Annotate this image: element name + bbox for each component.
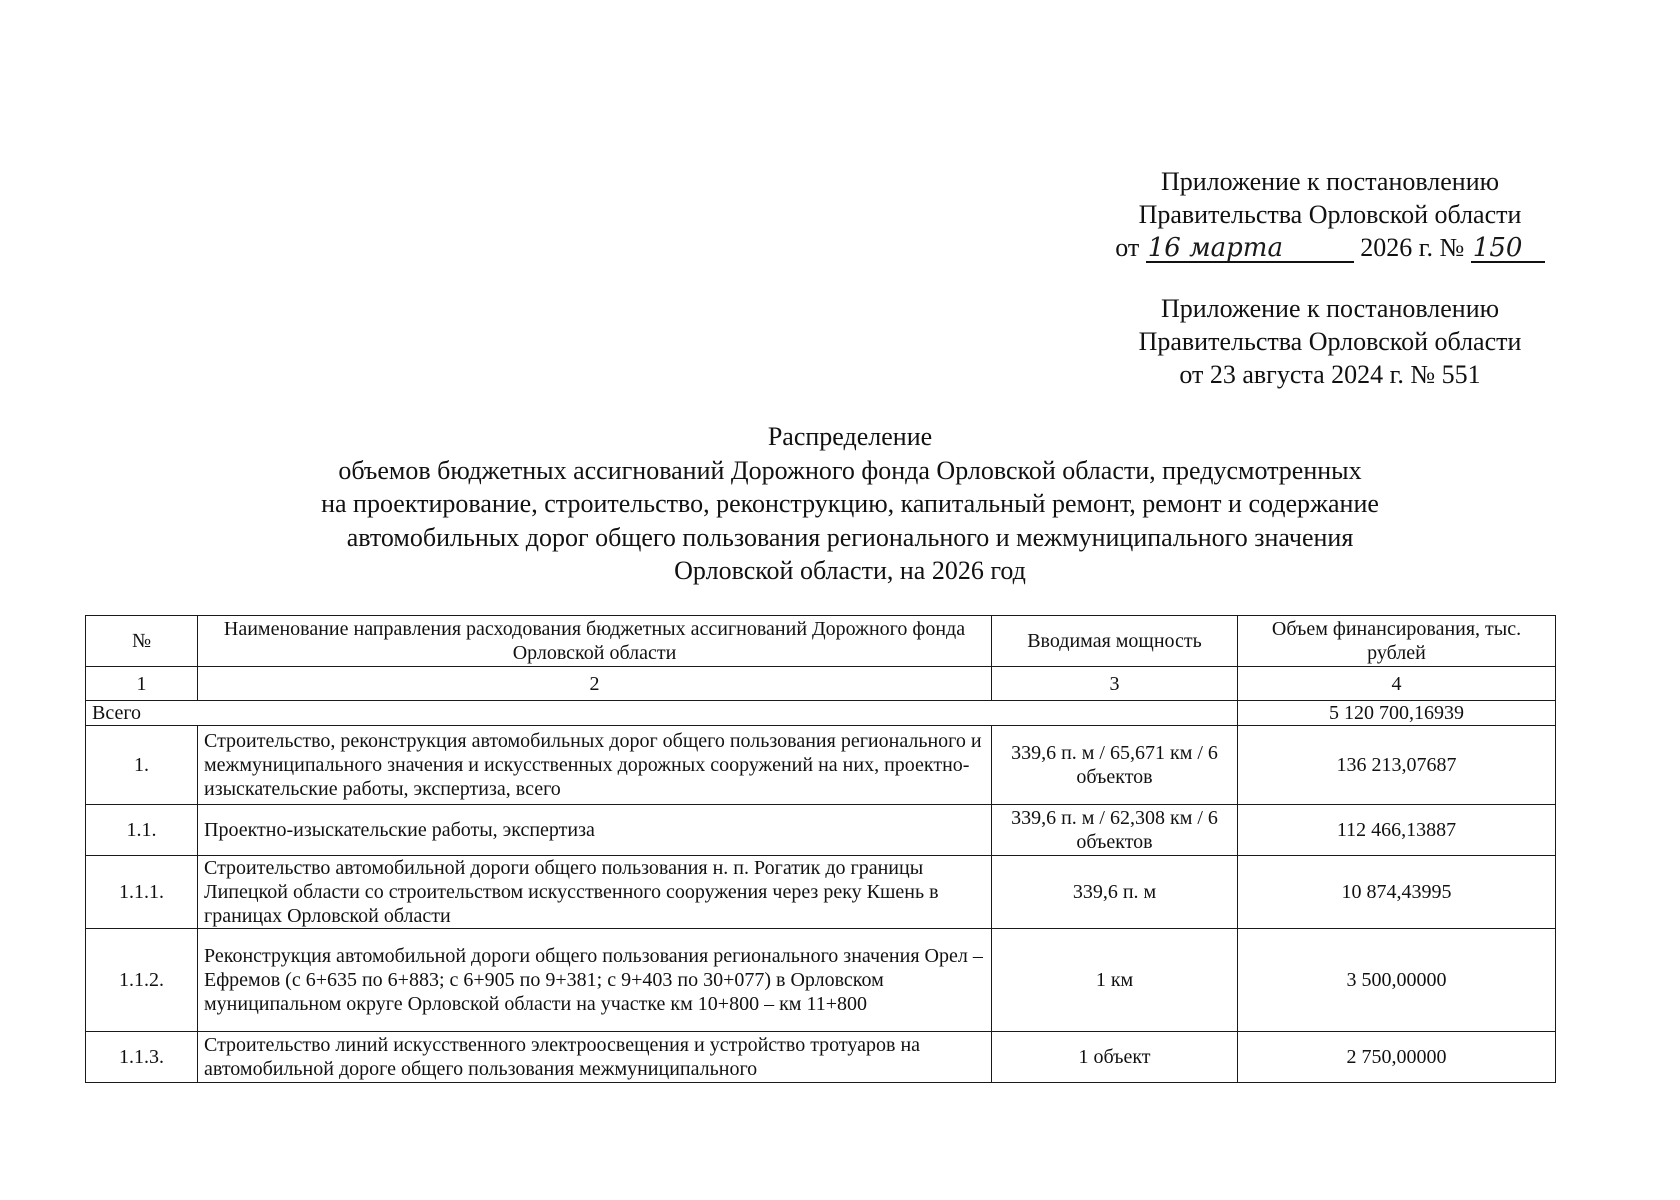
table-row — [86, 1032, 1556, 1083]
total-label: Всего — [86, 701, 1238, 726]
table-row — [86, 929, 1556, 1032]
row-number: 1.1.2. — [86, 929, 198, 1032]
title-line-1: Распределение — [767, 422, 933, 451]
row-number: 1.1. — [86, 805, 198, 856]
row-name: Строительство линий искусственного электроосвещения и устройство тротуаров на автомобильной дороге общего пользования межмуниципального — [198, 1032, 992, 1083]
header-capacity: Вводимая мощность — [992, 616, 1238, 667]
column-number: 1 — [86, 667, 198, 701]
row-amount: 136 213,07687 — [1238, 726, 1556, 805]
approval-line-2: Правительства Орловской области — [1138, 200, 1522, 229]
row-amount: 10 874,43995 — [1238, 856, 1556, 929]
approval-prev-line-1: Приложение к постановлению — [1160, 294, 1500, 323]
approval-prefix: от — [1115, 233, 1140, 262]
header-name: Наименование направления расходования бюджетных ассигнований Дорожного фонда Орловской области — [198, 616, 992, 667]
title-line-3: на проектирование, строительство, реконструкцию, капитальный ремонт, ремонт и содержание — [321, 489, 1379, 519]
column-number: 2 — [198, 667, 992, 701]
handwritten-date: 16 марта — [1146, 235, 1354, 263]
title-line-5: Орловской области, на 2026 год — [674, 556, 1026, 586]
approval-year: 2026 г. № — [1360, 233, 1465, 262]
title-line-4: автомобильных дорог общего пользования регионального и межмуниципального значения — [346, 522, 1354, 552]
row-amount: 3 500,00000 — [1238, 929, 1556, 1032]
table-row — [86, 726, 1556, 805]
row-capacity: 339,6 п. м — [992, 856, 1238, 929]
row-capacity: 339,6 п. м / 62,308 км / 6 объектов — [992, 805, 1238, 856]
handwritten-number: 150 — [1471, 235, 1545, 263]
row-capacity: 1 км — [992, 929, 1238, 1032]
row-capacity: 339,6 п. м / 65,671 км / 6 объектов — [992, 726, 1238, 805]
table-header-row — [86, 616, 1556, 667]
row-number: 1.1.3. — [86, 1032, 198, 1083]
row-capacity: 1 объект — [992, 1032, 1238, 1083]
approval-prev-line-3: от 23 августа 2024 г. № 551 — [1179, 360, 1481, 389]
header-amount: Объем финансирования, тыс. рублей — [1238, 616, 1556, 667]
title-line-2: объемов бюджетных ассигнований Дорожного фонда Орловской области, предусмотренных — [338, 455, 1362, 485]
row-name: Реконструкция автомобильной дороги общего пользования регионального значения Орел – Ефремов (с 6+635 по 6+883; с 6+905 по 9+381; с 9+403 по 30+077) в Орловском муниципальном округе Орловской области на участке км 10+800 – км 11+800 — [198, 929, 992, 1032]
approval-line-1: Приложение к постановлению — [1160, 167, 1500, 196]
row-name: Строительство, реконструкция автомобильных дорог общего пользования регионального и межмуниципального значения и искусственных дорожных сооружений на них, проектно-изыскательские работы, экспертиза, всего — [198, 726, 992, 805]
row-amount: 2 750,00000 — [1238, 1032, 1556, 1083]
row-number: 1.1.1. — [86, 856, 198, 929]
column-number: 4 — [1238, 667, 1556, 701]
header-number: № — [86, 616, 198, 667]
approval-line-3 — [1080, 231, 1580, 264]
column-number-row — [86, 667, 1556, 701]
table-row — [86, 856, 1556, 929]
total-row — [86, 701, 1556, 726]
table-row — [86, 805, 1556, 856]
allocation-table — [85, 615, 1556, 1083]
approval-prev-line-2: Правительства Орловской области — [1138, 327, 1522, 356]
document-title — [0, 420, 1680, 588]
total-amount: 5 120 700,16939 — [1238, 701, 1556, 726]
row-number: 1. — [86, 726, 198, 805]
row-name: Проектно-изыскательские работы, экспертиза — [198, 805, 992, 856]
approval-block-previous — [1080, 292, 1580, 391]
approval-block-current — [1080, 165, 1580, 264]
row-name: Строительство автомобильной дороги общего пользования н. п. Рогатик до границы Липецкой области со строительством искусственного сооружения через реку Кшень в границах Орловской области — [198, 856, 992, 929]
column-number: 3 — [992, 667, 1238, 701]
row-amount: 112 466,13887 — [1238, 805, 1556, 856]
